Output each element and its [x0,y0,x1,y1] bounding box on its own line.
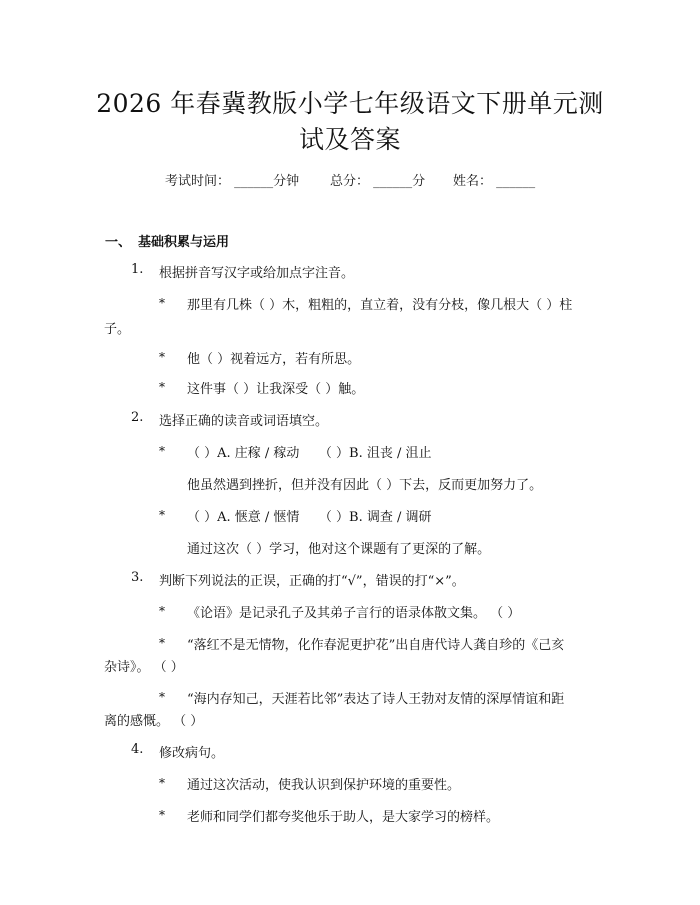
exam-time-field: 考试时间： ______分钟 [165,174,300,189]
fill-sentence: 通过这次（ ）学习，他对这个课题有了更深的了解。 [187,542,491,557]
question-number: 1. [131,262,144,277]
fill-sentence: 他虽然遇到挫折，但并没有因此（ ）下去，反而更加努力了。 [187,478,543,493]
item-text-continued: 子。 [104,322,131,337]
student-name-field: 姓名： ______ [453,174,536,189]
bullet-marker: * [159,350,165,364]
document-title-line1: 2026 年春冀教版小学七年级语文下册单元测 [96,89,604,118]
section-title: 基础积累与运用 [138,235,230,250]
item-text: “落红不是无情物，化作春泥更护花”出自唐代诗人龚自珍的《己亥 [187,638,565,653]
bullet-marker: * [159,380,165,394]
document-title-line2: 试及答案 [298,125,401,154]
bullet-marker: * [159,808,165,822]
bullet-marker: * [159,444,165,458]
item-text: 那里有几株（ ）木，粗粗的，直立着，没有分枝，像几根大（ ）柱 [187,298,573,313]
bullet-marker: * [159,508,165,522]
question-number: 2. [131,410,144,425]
item-text: 他（ ）视着远方，若有所思。 [187,352,361,367]
total-score-field: 总分： ______分 [330,174,426,189]
question-text: 判断下列说法的正误，正确的打“√”，错误的打“×”。 [159,574,465,589]
option-list: （ ）A. 庄稼 / 稼动 （ ）B. 沮丧 / 沮止 [187,446,432,461]
question-text: 修改病句。 [159,746,225,761]
item-text: 《论语》是记录孔子及其弟子言行的语录体散文集。 （ ） [187,606,521,621]
item-text: 通过这次活动，使我认识到保护环境的重要性。 [187,778,461,793]
bullet-marker: * [159,636,165,650]
question-text: 选择正确的读音或词语填空。 [159,414,329,429]
item-text: 这件事（ ）让我深受（ ）触。 [187,382,365,397]
item-text: “海内存知己，天涯若比邻”表达了诗人王勃对友情的深厚情谊和距 [187,692,565,707]
item-text-continued: 杂诗》。 （ ） [104,660,184,675]
item-text: 老师和同学们都夸奖他乐于助人，是大家学习的榜样。 [187,810,500,825]
bullet-marker: * [159,604,165,618]
question-number: 3. [131,570,144,585]
section-number: 一、 [105,235,132,250]
question-number: 4. [131,742,144,757]
bullet-marker: * [159,690,165,704]
bullet-marker: * [159,296,165,310]
question-text: 根据拼音写汉字或给加点字注音。 [159,266,355,281]
bullet-marker: * [159,776,165,790]
option-list: （ ）A. 惬意 / 惬情 （ ）B. 调查 / 调研 [187,510,432,525]
item-text-continued: 离的感慨。 （ ） [104,714,204,729]
